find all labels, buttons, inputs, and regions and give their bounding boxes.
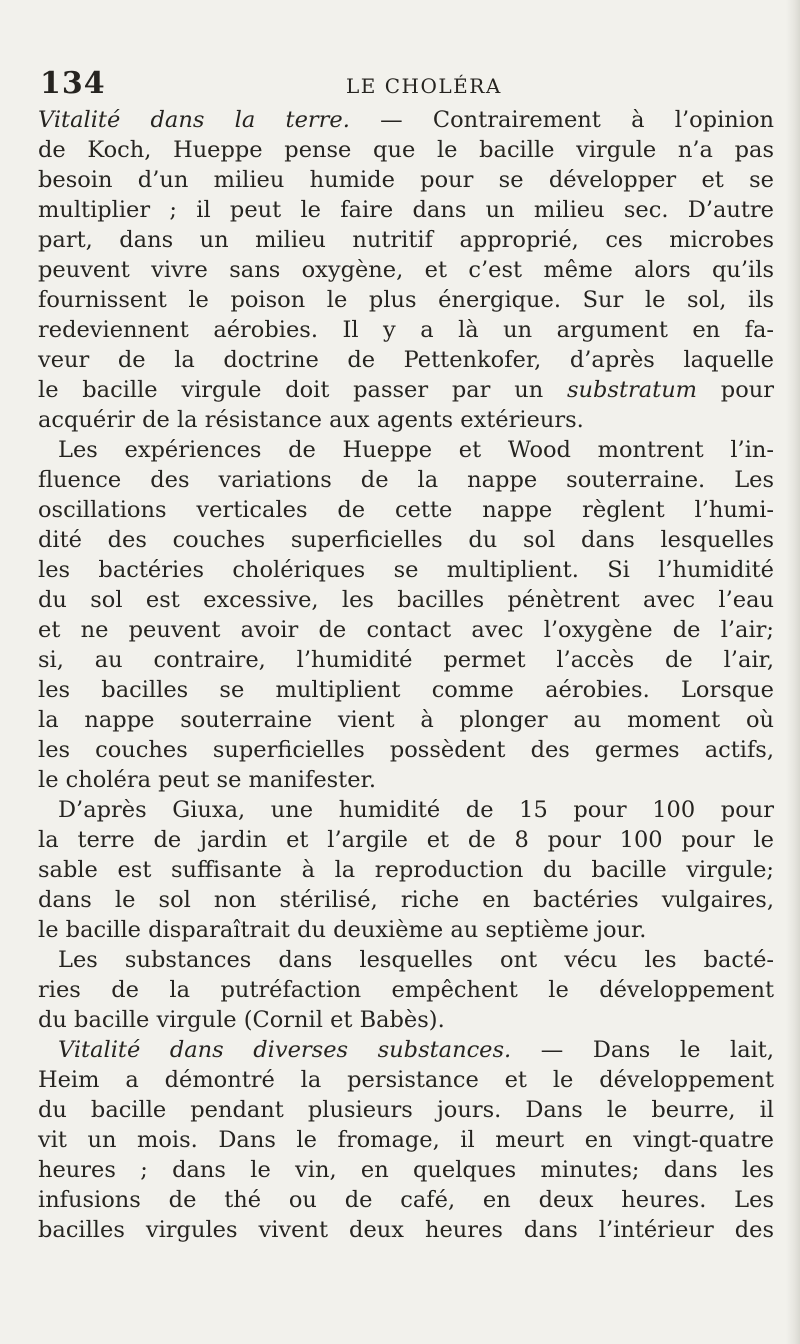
- text-span: fluence des variations de la nappe souterraine. Les: [38, 467, 774, 493]
- text-span: pour: [697, 377, 774, 403]
- italic-text: Vitalité dans diverses substances.: [58, 1037, 512, 1063]
- text-span: redeviennent aérobies. Il y a là un argument en fa-: [38, 317, 774, 343]
- page-header: [40, 66, 760, 106]
- text-line: [38, 645, 774, 675]
- text-line: [38, 1185, 774, 1215]
- body-text: [38, 105, 774, 1245]
- page-edge-shadow: [786, 0, 800, 1344]
- text-line: [38, 1125, 774, 1155]
- text-span: du bacille virgule (Cornil et Babès).: [38, 1007, 445, 1033]
- text-line: [38, 495, 774, 525]
- text-span: fournissent le poison le plus énergique. Sur le sol, ils: [38, 287, 774, 313]
- text-line: [38, 735, 774, 765]
- text-line: [38, 1035, 774, 1065]
- text-span: infusions de thé ou de café, en deux heures. Les: [38, 1187, 774, 1213]
- text-span: vit un mois. Dans le fromage, il meurt en vingt-quatre: [38, 1127, 774, 1153]
- text-span: acquérir de la résistance aux agents extérieurs.: [38, 407, 584, 433]
- text-span: — Contrairement à l’opinion: [349, 107, 775, 133]
- text-span: veur de la doctrine de Pettenkofer, d’après laquelle: [38, 347, 774, 373]
- text-line: [38, 855, 774, 885]
- text-line: [38, 765, 774, 795]
- text-line: [38, 885, 774, 915]
- text-line: [38, 1155, 774, 1185]
- text-line: [38, 795, 774, 825]
- text-span: Les expériences de Hueppe et Wood montrent l’in-: [58, 437, 774, 463]
- text-line: [38, 315, 774, 345]
- text-span: Les substances dans lesquelles ont vécu les bacté-: [58, 947, 774, 973]
- text-span: du bacille pendant plusieurs jours. Dans le beurre, il: [38, 1097, 774, 1123]
- text-line: [38, 375, 774, 405]
- text-span: du sol est excessive, les bacilles pénètrent avec l’eau: [38, 587, 774, 613]
- text-line: [38, 1065, 774, 1095]
- text-span: et ne peuvent avoir de contact avec l’oxygène de l’air;: [38, 617, 774, 643]
- text-span: les bacilles se multiplient comme aérobies. Lorsque: [38, 677, 774, 703]
- text-span: oscillations verticales de cette nappe règlent l’humi-: [38, 497, 774, 523]
- text-span: bacilles virgules vivent deux heures dans l’intérieur des: [38, 1217, 774, 1243]
- text-span: peuvent vivre sans oxygène, et c’est même alors qu’ils: [38, 257, 774, 283]
- text-span: — Dans le lait,: [511, 1037, 774, 1063]
- running-head: LE CHOLÉRA: [346, 74, 502, 98]
- text-span: le bacille virgule doit passer par un: [38, 377, 567, 403]
- text-line: [38, 615, 774, 645]
- text-line: [38, 135, 774, 165]
- text-line: [38, 435, 774, 465]
- text-span: multiplier ; il peut le faire dans un milieu sec. D’autre: [38, 197, 774, 223]
- text-line: [38, 555, 774, 585]
- text-line: [38, 525, 774, 555]
- italic-text: substratum: [566, 377, 698, 403]
- text-span: si, au contraire, l’humidité permet l’accès de l’air,: [38, 647, 774, 673]
- text-line: [38, 345, 774, 375]
- text-line: [38, 165, 774, 195]
- text-line: [38, 225, 774, 255]
- text-span: les couches superficielles possèdent des germes actifs,: [38, 737, 774, 763]
- text-span: sable est suffisante à la reproduction du bacille virgule;: [38, 857, 774, 883]
- text-span: la nappe souterraine vient à plonger au moment où: [38, 707, 774, 733]
- text-line: [38, 465, 774, 495]
- text-span: besoin d’un milieu humide pour se développer et se: [38, 167, 774, 193]
- page-number: 134: [40, 66, 106, 101]
- text-span: les bactéries cholériques se multiplient. Si l’humidité: [38, 557, 774, 583]
- text-line: [38, 945, 774, 975]
- text-span: le choléra peut se manifester.: [38, 767, 376, 793]
- text-span: part, dans un milieu nutritif approprié, ces microbes: [38, 227, 774, 253]
- text-line: [38, 675, 774, 705]
- text-span: de Koch, Hueppe pense que le bacille virgule n’a pas: [38, 137, 774, 163]
- text-span: le bacille disparaîtrait du deuxième au septième jour.: [38, 917, 647, 943]
- text-span: heures ; dans le vin, en quelques minutes; dans les: [38, 1157, 774, 1183]
- text-span: D’après Giuxa, une humidité de 15 pour 100 pour: [58, 797, 774, 823]
- text-line: [38, 255, 774, 285]
- text-line: [38, 285, 774, 315]
- text-span: la terre de jardin et l’argile et de 8 pour 100 pour le: [38, 827, 774, 853]
- italic-text: Vitalité dans la terre.: [38, 107, 350, 133]
- text-line: [38, 825, 774, 855]
- text-line: [38, 975, 774, 1005]
- text-line: [38, 1215, 774, 1245]
- text-line: [38, 705, 774, 735]
- text-line: [38, 585, 774, 615]
- text-span: dité des couches superficielles du sol dans lesquelles: [38, 527, 774, 553]
- text-line: [38, 105, 774, 135]
- text-line: [38, 405, 774, 435]
- text-line: [38, 1005, 774, 1035]
- text-line: [38, 1095, 774, 1125]
- text-line: [38, 195, 774, 225]
- text-span: Heim a démontré la persistance et le développement: [38, 1067, 774, 1093]
- text-line: [38, 915, 774, 945]
- text-span: ries de la putréfaction empêchent le développement: [38, 977, 774, 1003]
- text-span: dans le sol non stérilisé, riche en bactéries vulgaires,: [38, 887, 774, 913]
